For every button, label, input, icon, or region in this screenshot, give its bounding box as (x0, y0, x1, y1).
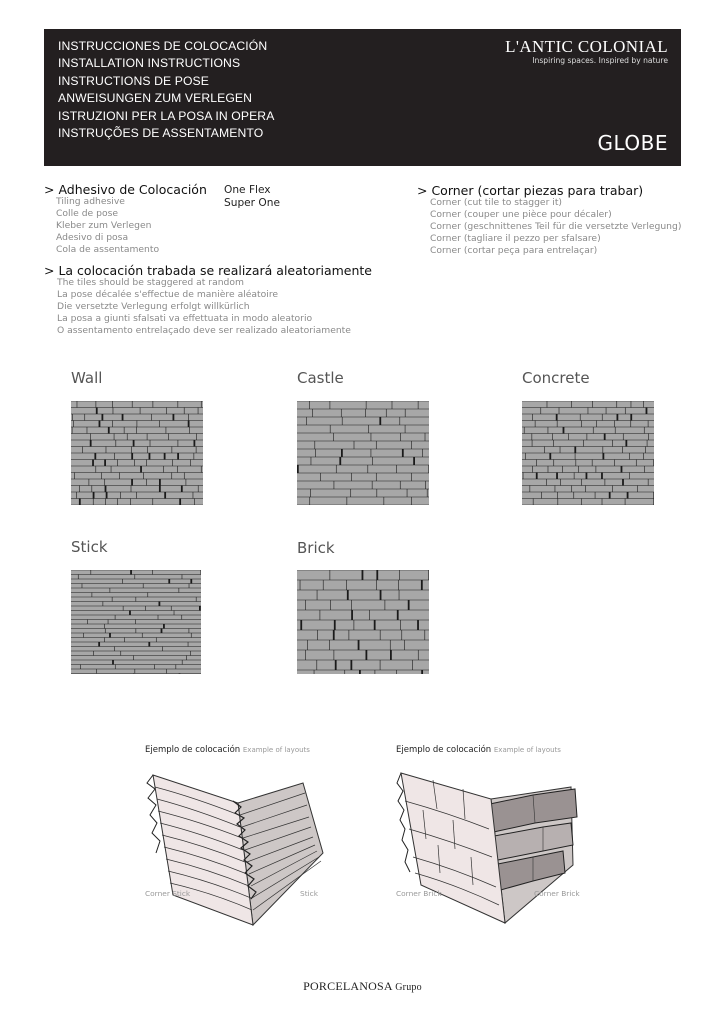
layout-label-wall: Wall (71, 369, 103, 387)
corner-brick-illustration (393, 765, 593, 935)
title-line-pt: INSTRUÇÕES DE ASSENTAMENTO (58, 126, 264, 141)
example-label-en: Example of layouts (493, 746, 561, 754)
adhesive-translations (56, 196, 159, 256)
brick-pattern-swatch (297, 570, 429, 674)
corner-translation: Corner (couper une pièce pour décaler) (430, 209, 612, 220)
staggered-translation: Die versetzte Verlegung erfolgt willkürlich (57, 301, 250, 312)
concrete-pattern-swatch (522, 401, 654, 505)
header-banner (44, 29, 681, 166)
title-line-es: INSTRUCCIONES DE COLOCACIÓN (58, 39, 268, 53)
footer-brand-name: PORCELANOSA (303, 979, 393, 993)
wall-pattern-swatch (71, 401, 203, 505)
adhesive-product: Super One (224, 196, 280, 209)
staggered-translations (57, 277, 351, 337)
title-block (58, 38, 274, 142)
footer-brand-suffix: Grupo (395, 982, 422, 993)
corner-translation: Corner (tagliare il pezzo per sfalsare) (430, 233, 601, 244)
corner-title: > Corner (cortar piezas para trabar) (417, 183, 644, 198)
corner-translations (430, 197, 681, 257)
adhesive-translation: Adesivo di posa (56, 232, 129, 243)
caption-corner-brick-right: Corner Brick (534, 889, 580, 898)
layout-label-stick: Stick (71, 538, 108, 556)
adhesive-translation: Cola de assentamento (56, 244, 160, 255)
footer-brand (0, 979, 725, 994)
staggered-title: > La colocación trabada se realizará aleatoriamente (44, 263, 372, 278)
example-label-right (396, 745, 561, 755)
brand-tagline: Inspiring spaces. Inspired by nature (532, 56, 668, 65)
adhesive-translation: Tiling adhesive (56, 196, 125, 207)
corner-translation: Corner (cut tile to stagger it) (430, 197, 563, 208)
title-line-en: INSTALLATION INSTRUCTIONS (58, 56, 241, 71)
layout-label-concrete: Concrete (522, 369, 590, 387)
corner-translation: Corner (geschnittenes Teil für die versetzte Verlegung) (430, 221, 682, 232)
adhesive-title: > Adhesivo de Colocación (44, 182, 207, 197)
product-name: GLOBE (597, 131, 668, 155)
corner-translation: Corner (cortar peça para entrelaçar) (430, 245, 598, 256)
brand-logo: L'ANTIC COLONIAL (505, 37, 668, 56)
castle-pattern-swatch (297, 401, 429, 505)
caption-stick: Stick (300, 889, 318, 898)
example-label-es: Ejemplo de colocación (145, 745, 241, 755)
title-line-de: ANWEISUNGEN ZUM VERLEGEN (58, 91, 253, 106)
layout-label-brick: Brick (297, 539, 335, 557)
adhesive-translation: Colle de pose (56, 208, 119, 219)
staggered-translation: La pose décalée s'effectue de manière aléatoire (57, 289, 279, 300)
caption-corner-stick: Corner Stick (145, 889, 191, 898)
adhesive-products (224, 184, 280, 209)
example-label-en: Example of layouts (242, 746, 310, 754)
example-label-es: Ejemplo de colocación (396, 745, 492, 755)
staggered-translation: O assentamento entrelaçado deve ser realizado aleatoriamente (57, 325, 351, 336)
layout-label-castle: Castle (297, 369, 344, 387)
caption-corner-brick-left: Corner Brick (396, 889, 442, 898)
title-line-it: ISTRUZIONI PER LA POSA IN OPERA (58, 108, 275, 123)
stick-pattern-swatch (71, 570, 201, 674)
title-line-fr: INSTRUCTIONS DE POSE (58, 73, 209, 88)
staggered-translation: The tiles should be staggered at random (57, 277, 244, 288)
adhesive-translation: Kleber zum Verlegen (56, 220, 152, 231)
example-label-left (145, 745, 310, 755)
staggered-translation: La posa a giunti sfalsati va effettuata in modo aleatorio (57, 313, 313, 324)
adhesive-product: One Flex (224, 184, 271, 196)
corner-stick-illustration (143, 765, 343, 935)
